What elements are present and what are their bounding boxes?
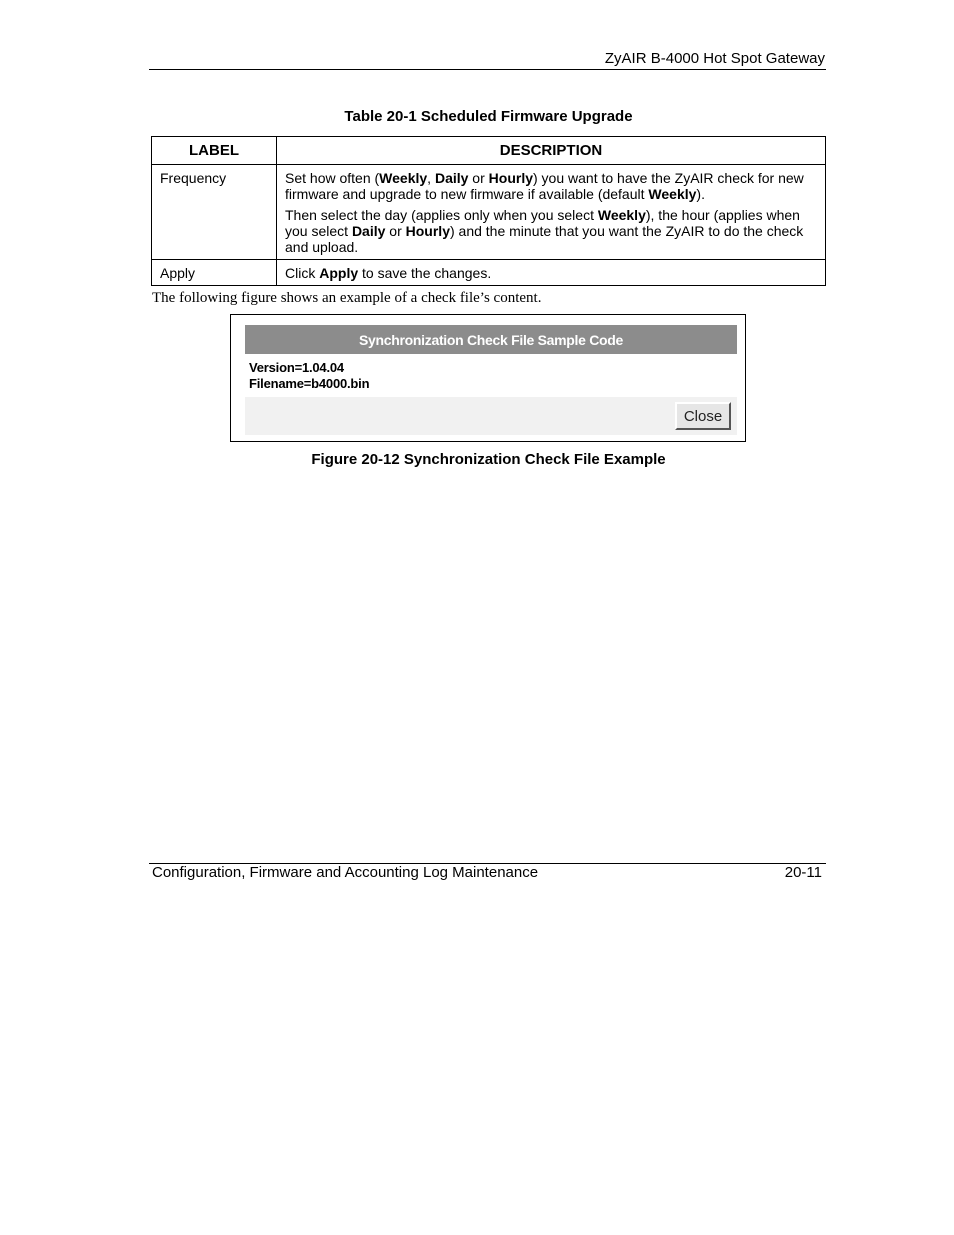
header-rule <box>149 69 826 70</box>
description-paragraph: Set how often (Weekly, Daily or Hourly) you want to have the ZyAIR check for new firmware and upgrade to new firmware if available (default Weekly). <box>285 170 804 202</box>
figure-button-bar <box>245 397 737 435</box>
column-header-description: DESCRIPTION <box>277 137 826 165</box>
version-line: Version=1.04.04 <box>249 360 344 375</box>
filename-line: Filename=b4000.bin <box>249 376 370 391</box>
row-description-frequency <box>277 165 826 260</box>
running-header-title: ZyAIR B-4000 Hot Spot Gateway <box>604 50 825 67</box>
intro-paragraph: The following figure shows an example of a check file’s content. <box>152 290 542 306</box>
description-paragraph: Then select the day (applies only when you select Weekly), the hour (applies when you select Daily or Hourly) and the minute that you want the ZyAIR to do the check and upload. <box>285 207 804 255</box>
figure-caption: Figure 20-12 Synchronization Check File Example <box>311 451 666 468</box>
check-file-figure <box>230 314 746 442</box>
table-row <box>152 260 826 286</box>
table-header-row <box>152 137 826 165</box>
footer-section-title: Configuration, Firmware and Accounting Log Maintenance <box>152 864 539 881</box>
figure-title-bar: Synchronization Check File Sample Code <box>245 325 737 354</box>
row-label-frequency: Frequency <box>152 165 277 260</box>
row-description-apply <box>277 260 826 286</box>
table-caption: Table 20-1 Scheduled Firmware Upgrade <box>344 108 633 125</box>
row-label-apply: Apply <box>152 260 277 286</box>
column-header-label: LABEL <box>152 137 277 165</box>
table-row <box>152 165 826 260</box>
description-paragraph: Click Apply to save the changes. <box>285 265 492 281</box>
footer-page-number: 20-11 <box>784 864 822 881</box>
scheduled-firmware-upgrade-table <box>151 136 826 286</box>
close-button[interactable]: Close <box>675 402 731 430</box>
